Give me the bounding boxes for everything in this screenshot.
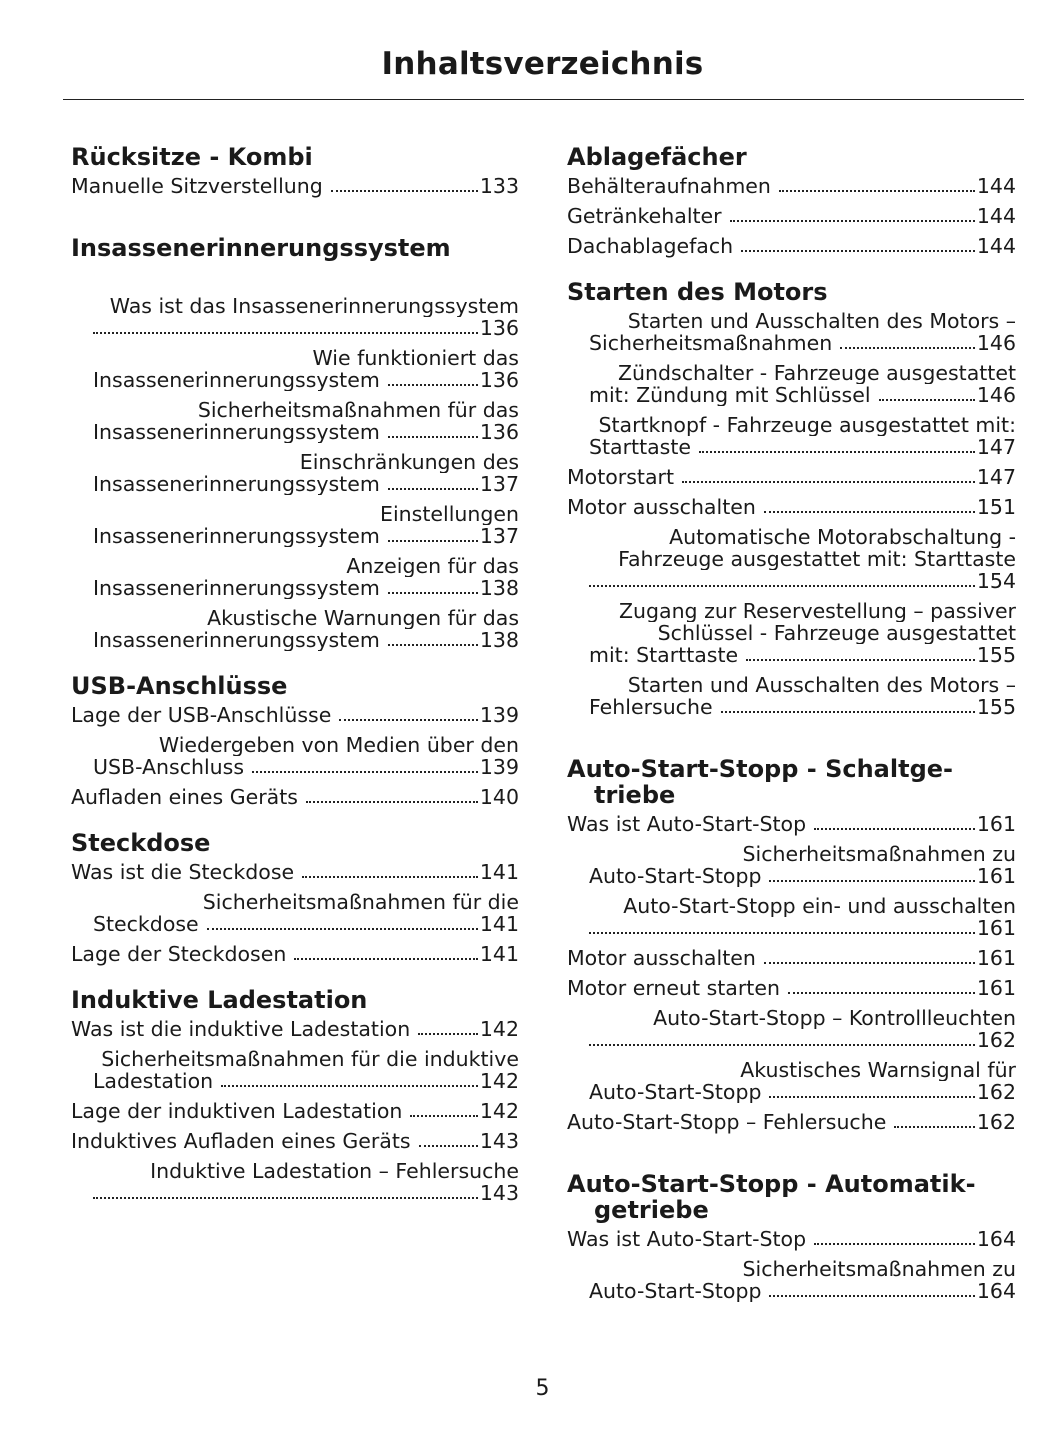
page-ref: 140 — [479, 785, 519, 809]
toc-section — [71, 144, 519, 197]
entry-text: Zugang zur Reservestellung – passiver — [618, 600, 1016, 622]
page-number: 5 — [535, 1376, 550, 1401]
section-title: Auto-Start-Stopp - Schaltge-triebe — [567, 755, 953, 809]
toc-entry[interactable] — [567, 813, 1016, 835]
section-title: Auto-Start-Stopp - Automatik-getriebe — [567, 1170, 976, 1224]
entry-text: Einschränkungen des — [299, 451, 519, 473]
page-ref: 162 — [976, 1029, 1016, 1051]
entry-text: Behälteraufnahmen — [567, 174, 771, 198]
page-ref: 138 — [479, 629, 519, 651]
entry-text: Induktive Ladestation – Fehlersuche — [150, 1160, 519, 1182]
entry-text: Was ist das Insassenerinnerungssystem — [109, 295, 519, 317]
entry-text: mit: Starttaste — [589, 644, 739, 666]
toc-section — [567, 144, 1016, 257]
entry-text: Wiedergeben von Medien über den — [158, 734, 519, 756]
entry-text: mit: Zündung mit Schlüssel — [589, 384, 871, 406]
toc-entry[interactable] — [567, 175, 1016, 197]
dot-leader — [589, 1031, 975, 1047]
page-ref: 155 — [976, 696, 1016, 718]
page-ref: 164 — [976, 1280, 1016, 1302]
entry-text: Wie funktioniert das — [312, 347, 519, 369]
dot-leader — [93, 1184, 478, 1200]
section-title: Induktive Ladestation — [71, 986, 368, 1014]
entry-text: Auto-Start-Stopp — [589, 1280, 762, 1302]
dot-leader — [814, 1230, 975, 1246]
entry-text: Dachablagefach — [567, 234, 734, 258]
toc-entry[interactable] — [71, 734, 519, 778]
page-ref: 146 — [976, 384, 1016, 406]
entry-text: Insassenerinnerungssystem — [93, 577, 380, 599]
dot-leader — [894, 1113, 975, 1129]
entry-text: Auto-Start-Stopp — [589, 1081, 762, 1103]
toc-entry[interactable] — [567, 947, 1016, 969]
toc-entry[interactable] — [71, 607, 519, 651]
page-ref: 147 — [976, 465, 1016, 489]
entry-text: Einstellungen — [380, 503, 519, 525]
toc-section — [71, 673, 519, 808]
dot-leader — [294, 945, 478, 961]
dot-leader — [764, 949, 975, 965]
page-ref: 164 — [976, 1227, 1016, 1251]
dot-leader — [388, 371, 478, 387]
entry-text: USB-Anschluss — [93, 756, 245, 778]
dot-leader — [589, 572, 975, 588]
entry-text: Zündschalter - Fahrzeuge ausgestattet — [617, 362, 1016, 384]
entry-text: Steckdose — [93, 913, 199, 935]
toc-entry[interactable] — [567, 496, 1016, 518]
toc-entry[interactable] — [71, 704, 519, 726]
page-ref: 151 — [976, 495, 1016, 519]
page-ref: 146 — [976, 332, 1016, 354]
toc-section — [71, 830, 519, 965]
entry-text: Starten und Ausschalten des Motors – — [627, 674, 1016, 696]
dot-leader — [388, 527, 478, 543]
toc-entry[interactable] — [71, 1160, 519, 1204]
toc-entry[interactable] — [71, 891, 519, 935]
page-ref: 142 — [479, 1099, 519, 1123]
toc-column-left — [71, 144, 519, 1226]
entry-text: Sicherheitsmaßnahmen zu — [742, 843, 1016, 865]
page-ref: 137 — [479, 473, 519, 495]
entry-text: Fahrzeuge ausgestattet mit: Starttaste — [618, 548, 1016, 570]
entry-text: Was ist Auto-Start-Stop — [567, 812, 807, 836]
header-divider — [63, 99, 1024, 100]
page-ref: 141 — [479, 942, 519, 966]
dot-leader — [388, 579, 478, 595]
entry-text: Sicherheitsmaßnahmen für die — [202, 891, 519, 913]
entry-text: Auto-Start-Stopp – Kontrollleuchten — [653, 1007, 1016, 1029]
dot-leader — [388, 423, 478, 439]
dot-leader — [589, 919, 975, 935]
entry-text: Insassenerinnerungssystem — [93, 525, 380, 547]
entry-text: Starttaste — [589, 436, 692, 458]
page-ref: 142 — [479, 1017, 519, 1041]
section-title: Starten des Motors — [567, 278, 828, 306]
entry-text: Sicherheitsmaßnahmen zu — [742, 1258, 1016, 1280]
dot-leader — [779, 177, 975, 193]
entry-text: Motor ausschalten — [567, 946, 756, 970]
dot-leader — [769, 1083, 974, 1099]
toc-entry[interactable] — [567, 843, 1016, 887]
section-title: Rücksitze - Kombi — [71, 143, 313, 171]
entry-text: Insassenerinnerungssystem — [93, 369, 380, 391]
dot-leader — [721, 698, 975, 714]
dot-leader — [221, 1072, 478, 1088]
dot-leader — [306, 788, 478, 804]
toc-entry[interactable] — [567, 600, 1016, 666]
dot-leader — [746, 646, 975, 662]
entry-text: Fehlersuche — [589, 696, 713, 718]
toc-section — [71, 987, 519, 1204]
dot-leader — [879, 386, 975, 402]
toc-entry[interactable] — [567, 310, 1016, 354]
dot-leader — [769, 1282, 974, 1298]
entry-text: Manuelle Sitzverstellung — [71, 174, 323, 198]
page-ref: 142 — [479, 1070, 519, 1092]
page-title: Inhaltsverzeichnis — [381, 46, 704, 82]
toc-entry[interactable] — [567, 205, 1016, 227]
toc-entry[interactable] — [567, 1258, 1016, 1302]
entry-text: Sicherheitsmaßnahmen — [589, 332, 833, 354]
toc-entry[interactable] — [567, 1111, 1016, 1133]
toc-section — [567, 1171, 1016, 1302]
dot-leader — [788, 979, 975, 995]
toc-entry[interactable] — [567, 1059, 1016, 1103]
dot-leader — [252, 758, 478, 774]
page-ref: 139 — [479, 703, 519, 727]
toc-entry[interactable] — [71, 1048, 519, 1092]
page-ref: 162 — [976, 1110, 1016, 1134]
page-ref: 161 — [976, 976, 1016, 1000]
page-ref: 155 — [976, 644, 1016, 666]
toc-section — [567, 756, 1016, 1133]
dot-leader — [410, 1102, 477, 1118]
dot-leader — [814, 815, 975, 831]
entry-text: Auto-Start-Stopp — [589, 865, 762, 887]
entry-text: Sicherheitsmaßnahmen für die induktive — [101, 1048, 519, 1070]
page-ref: 136 — [479, 369, 519, 391]
entry-text: Aufladen eines Geräts — [71, 785, 298, 809]
entry-text: Startknopf - Fahrzeuge ausgestattet mit: — [598, 414, 1016, 436]
page-ref: 144 — [976, 234, 1016, 258]
page-ref: 133 — [479, 174, 519, 198]
dot-leader — [682, 468, 975, 484]
dot-leader — [764, 498, 975, 514]
page-ref: 139 — [479, 756, 519, 778]
toc-entry[interactable] — [567, 1007, 1016, 1051]
toc-entry[interactable] — [567, 466, 1016, 488]
section-title: Steckdose — [71, 829, 211, 857]
entry-text: Auto-Start-Stopp – Fehlersuche — [567, 1110, 887, 1134]
page-ref: 162 — [976, 1081, 1016, 1103]
dot-leader — [388, 475, 478, 491]
entry-text: Anzeigen für das — [346, 555, 519, 577]
entry-text: Schlüssel - Fahrzeuge ausgestattet — [657, 622, 1016, 644]
dot-leader — [699, 438, 975, 454]
entry-text: Lage der USB-Anschlüsse — [71, 703, 332, 727]
dot-leader — [769, 867, 974, 883]
page-ref: 141 — [479, 860, 519, 884]
toc-entry[interactable] — [71, 451, 519, 495]
toc-entry[interactable] — [71, 175, 519, 197]
dot-leader — [207, 915, 478, 931]
toc-entry[interactable] — [71, 503, 519, 547]
page-ref: 161 — [976, 812, 1016, 836]
page-ref: 136 — [479, 317, 519, 339]
page-ref: 137 — [479, 525, 519, 547]
toc-entry[interactable] — [567, 362, 1016, 406]
page-ref: 147 — [976, 436, 1016, 458]
entry-text: Sicherheitsmaßnahmen für das — [197, 399, 519, 421]
toc-entry[interactable] — [71, 1100, 519, 1122]
toc-entry[interactable] — [567, 414, 1016, 458]
page-ref: 138 — [479, 577, 519, 599]
toc-entry[interactable] — [567, 977, 1016, 999]
toc-entry[interactable] — [71, 347, 519, 391]
entry-text: Induktives Aufladen eines Geräts — [71, 1129, 411, 1153]
toc-entry[interactable] — [567, 674, 1016, 718]
entry-text: Was ist Auto-Start-Stop — [567, 1227, 807, 1251]
toc-entry[interactable] — [567, 526, 1016, 592]
toc-entry[interactable] — [567, 235, 1016, 257]
toc-entry[interactable] — [71, 399, 519, 443]
dot-leader — [741, 237, 975, 253]
toc-entry[interactable] — [71, 943, 519, 965]
page-ref: 161 — [976, 946, 1016, 970]
toc-column-right — [567, 144, 1016, 1324]
toc-entry[interactable] — [71, 861, 519, 883]
toc-entry[interactable] — [567, 895, 1016, 939]
page-ref: 144 — [976, 174, 1016, 198]
entry-text: Automatische Motorabschaltung - — [669, 526, 1016, 548]
entry-text: Motor ausschalten — [567, 495, 756, 519]
toc-section — [567, 279, 1016, 718]
entry-text: Lage der induktiven Ladestation — [71, 1099, 403, 1123]
entry-text: Akustische Warnungen für das — [207, 607, 519, 629]
dot-leader — [339, 706, 478, 722]
page-ref: 161 — [976, 865, 1016, 887]
page-ref: 136 — [479, 421, 519, 443]
entry-text: Motor erneut starten — [567, 976, 780, 1000]
entry-text: Insassenerinnerungssystem — [93, 421, 380, 443]
page-ref: 143 — [479, 1182, 519, 1204]
entry-text: Akustisches Warnsignal für — [740, 1059, 1016, 1081]
toc-entry[interactable] — [71, 555, 519, 599]
entry-text: Insassenerinnerungssystem — [93, 473, 380, 495]
entry-text: Lage der Steckdosen — [71, 942, 287, 966]
dot-leader — [418, 1020, 478, 1036]
section-title: Insassenerinnerungssystem — [71, 234, 451, 262]
entry-text: Was ist die induktive Ladestation — [71, 1017, 411, 1041]
page-ref: 154 — [976, 570, 1016, 592]
dot-leader — [840, 334, 975, 350]
toc-entry[interactable] — [567, 1228, 1016, 1250]
dot-leader — [388, 631, 478, 647]
dot-leader — [331, 177, 478, 193]
entry-text: Starten und Ausschalten des Motors – — [627, 310, 1016, 332]
page-ref: 161 — [976, 917, 1016, 939]
toc-section — [71, 235, 519, 651]
toc-entry[interactable] — [71, 1130, 519, 1152]
toc-entry[interactable] — [71, 295, 519, 339]
entry-text: Insassenerinnerungssystem — [93, 629, 380, 651]
entry-text: Getränkehalter — [567, 204, 722, 228]
dot-leader — [419, 1132, 478, 1148]
section-title: Ablagefächer — [567, 143, 747, 171]
entry-text: Motorstart — [567, 465, 674, 489]
toc-entry[interactable] — [71, 786, 519, 808]
dot-leader — [93, 319, 478, 335]
toc-entry[interactable] — [71, 1018, 519, 1040]
dot-leader — [730, 207, 975, 223]
entry-text: Auto-Start-Stopp ein- und ausschalten — [623, 895, 1016, 917]
page-ref: 144 — [976, 204, 1016, 228]
page-ref: 143 — [479, 1129, 519, 1153]
dot-leader — [302, 863, 478, 879]
entry-text: Was ist die Steckdose — [71, 860, 295, 884]
entry-text: Ladestation — [93, 1070, 214, 1092]
section-title: USB-Anschlüsse — [71, 672, 288, 700]
page-ref: 141 — [479, 913, 519, 935]
